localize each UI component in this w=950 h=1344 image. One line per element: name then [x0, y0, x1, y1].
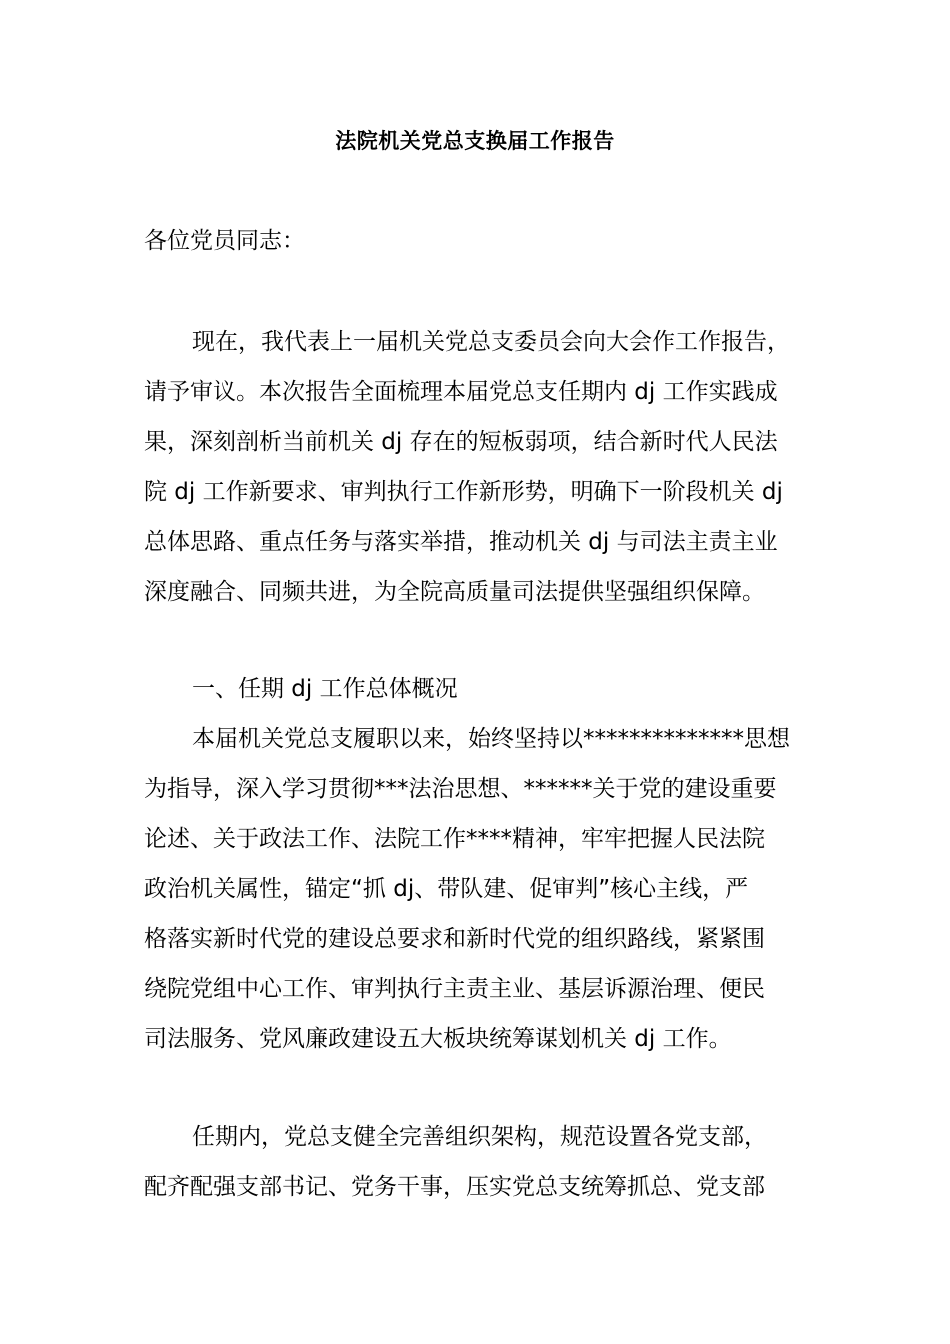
paragraph-line: 果，深刻剖析当前机关 dj 存在的短板弱项，结合新时代人民法 — [144, 429, 778, 455]
paragraph-line: 论述、关于政法工作、法院工作****精神，牢牢把握人民法院 — [144, 826, 765, 852]
paragraph-line: 总体思路、重点任务与落实举措，推动机关 dj 与司法主责主业 — [144, 529, 778, 555]
section-heading-text: 一、任期 dj 工作总体概况 — [192, 676, 458, 702]
section1-paragraph-2 — [144, 1112, 816, 1212]
paragraph-line: 现在，我代表上一届机关党总支委员会向大会作工作报告， — [192, 329, 790, 355]
paragraph-line: 为指导，深入学习贯彻***法治思想、******关于党的建设重要 — [144, 776, 777, 802]
salutation — [144, 216, 816, 266]
paragraph-line: 配齐配强支部书记、党务干事，压实党总支统筹抓总、党支部 — [144, 1174, 765, 1200]
document-title: 法院机关党总支换届工作报告 — [335, 129, 615, 153]
paragraph-line: 院 dj 工作新要求、审判执行工作新形势，明确下一阶段机关 dj — [144, 479, 783, 505]
intro-paragraph — [144, 317, 816, 617]
section-heading — [144, 664, 816, 714]
salutation-text: 各位党员同志： — [144, 228, 305, 254]
paragraph-line: 任期内，党总支健全完善组织架构，规范设置各党支部， — [192, 1124, 767, 1150]
paragraph-line: 政治机关属性，锚定“抓 dj、带队建、促审判”核心主线，严 — [144, 876, 749, 902]
paragraph-line: 格落实新时代党的建设总要求和新时代党的组织路线，紧紧围 — [144, 926, 765, 952]
paragraph-line: 请予审议。本次报告全面梳理本届党总支任期内 dj 工作实践成 — [144, 379, 778, 405]
paragraph-line: 绕院党组中心工作、审判执行主责主业、基层诉源治理、便民 — [144, 976, 765, 1002]
paragraph-line: 本届机关党总支履职以来，始终坚持以**************思想 — [192, 726, 790, 752]
paragraph-line: 深度融合、同频共进，为全院高质量司法提供坚强组织保障。 — [144, 579, 765, 605]
paragraph-line: 司法服务、党风廉政建设五大板块统筹谋划机关 dj 工作。 — [144, 1026, 732, 1052]
section1-paragraph — [144, 714, 816, 1064]
